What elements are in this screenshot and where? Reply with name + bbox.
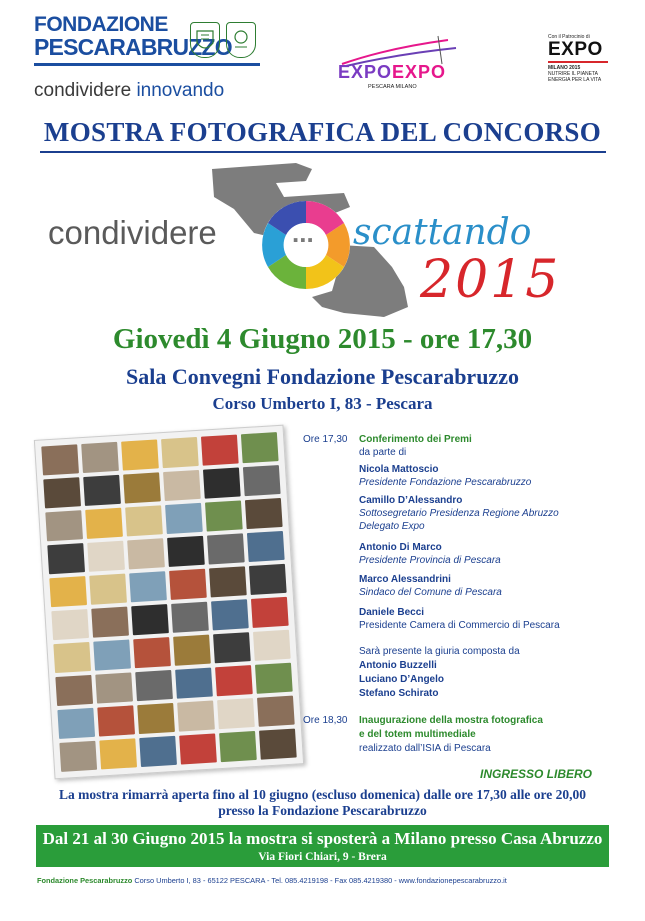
speaker-role: Presidente Provincia di Pescara xyxy=(359,555,501,566)
photo-thumbnail xyxy=(179,733,217,764)
photo-thumbnail xyxy=(213,632,251,663)
expo-b-sub1: MILANO 2015 xyxy=(548,65,581,71)
photo-thumbnail xyxy=(49,576,87,607)
photo-thumbnail xyxy=(201,435,239,466)
photo-thumbnail xyxy=(247,531,285,562)
expo-a-subtitle: PESCARA MILANO xyxy=(368,84,417,90)
photo-thumbnail xyxy=(53,642,91,673)
contest-year: 2015 xyxy=(420,250,561,310)
photo-thumbnail xyxy=(241,432,279,463)
photo-thumbnail xyxy=(167,536,205,567)
expo-a-word-repeat: EXPO xyxy=(392,62,447,82)
jury-member: Antonio Buzzelli xyxy=(359,660,437,671)
speaker-name: Camillo D’Alessandro xyxy=(359,495,463,506)
photo-thumbnail xyxy=(217,698,255,729)
photo-thumbnail xyxy=(81,442,119,473)
photo-thumbnail xyxy=(205,500,243,531)
opening-info xyxy=(0,787,645,819)
photo-thumbnail xyxy=(207,533,245,564)
opening-info-line1: La mostra rimarrà aperta fino al 10 giugno (escluso domenica) dalle ore 17,30 alle ore 20,00 xyxy=(58,787,587,802)
banner-line1: Dal 21 al 30 Giugno 2015 la mostra si sposterà a Milano presso Casa Abruzzo xyxy=(42,829,603,848)
photo-thumbnail xyxy=(257,696,295,727)
speaker-name: Nicola Mattoscio xyxy=(359,464,439,475)
org-name-line2: PESCARABRUZZO xyxy=(34,34,232,60)
speaker-role-2: Delegato Expo xyxy=(359,521,425,532)
photo-collage xyxy=(34,425,304,780)
photo-thumbnail xyxy=(203,467,241,498)
event-date: Giovedì 4 Giugno 2015 - ore 17,30 xyxy=(112,323,533,355)
photo-thumbnail xyxy=(171,602,209,633)
photo-thumbnail xyxy=(137,703,175,734)
photo-thumbnail xyxy=(165,503,203,534)
speaker-role: Sottosegretario Presidenza Regione Abruzzo xyxy=(359,508,559,519)
speaker-name: Daniele Becci xyxy=(359,607,425,618)
program xyxy=(303,433,623,763)
speaker-name: Antonio Di Marco xyxy=(359,542,442,553)
jury-member: Stefano Schirato xyxy=(359,688,439,699)
photo-thumbnail xyxy=(85,508,123,539)
org-tagline xyxy=(34,80,224,102)
photo-thumbnail xyxy=(45,510,83,541)
photo-thumbnail xyxy=(245,498,283,529)
speaker-role: Sindaco del Comune di Pescara xyxy=(359,587,502,598)
contest-word-condividere: condividere xyxy=(48,214,217,251)
photo-thumbnail xyxy=(121,439,159,470)
photo-thumbnail xyxy=(139,736,177,767)
photo-thumbnail xyxy=(131,604,169,635)
photo-thumbnail xyxy=(89,574,127,605)
program-item-2-line2: e del totem multimediale xyxy=(359,729,476,740)
photo-thumbnail xyxy=(43,477,81,508)
program-item-1: Conferimento dei Premi xyxy=(359,434,472,445)
org-name-line1: FONDAZIONE xyxy=(34,13,168,36)
banner-line2: Via Fiori Chiari, 9 - Brera xyxy=(258,851,387,863)
photo-thumbnail xyxy=(59,741,97,772)
photo-thumbnail xyxy=(95,672,133,703)
title-underline xyxy=(40,151,606,153)
photo-thumbnail xyxy=(51,609,89,640)
page-title: MOSTRA FOTOGRAFICA DEL CONCORSO xyxy=(43,117,602,147)
photo-thumbnail xyxy=(163,470,201,501)
photo-thumbnail xyxy=(93,639,131,670)
photo-thumbnail xyxy=(243,465,281,496)
photo-thumbnail xyxy=(211,599,249,630)
photo-thumbnail xyxy=(259,729,297,760)
photo-thumbnail xyxy=(219,731,257,762)
footer-org: Fondazione Pescarabruzzo xyxy=(37,876,133,885)
photo-thumbnail xyxy=(161,437,199,468)
opening-info-line2: presso la Fondazione Pescarabruzzo xyxy=(218,803,427,818)
photo-thumbnail xyxy=(177,700,215,731)
program-time-2: Ore 18,30 xyxy=(303,715,348,726)
photo-thumbnail xyxy=(129,571,167,602)
footer-details: Corso Umberto I, 83 - 65122 PESCARA - Tel. 085.4219198 - Fax 085.4219380 - www.fondazionepescarabruzzo.it xyxy=(134,876,507,885)
program-time-1: Ore 17,30 xyxy=(303,434,348,445)
photo-thumbnail xyxy=(175,668,213,699)
program-item-1-sub: da parte di xyxy=(359,447,407,458)
free-entry-label: INGRESSO LIBERO xyxy=(480,767,593,781)
expo-b-rule xyxy=(548,61,608,63)
expo-b-logo: EXPO xyxy=(548,39,603,60)
milano-banner xyxy=(36,825,609,867)
expo-pescara-milano-logo xyxy=(338,34,464,94)
expo-b-sub3: ENERGIA PER LA VITA xyxy=(548,77,602,83)
photo-thumbnail xyxy=(209,566,247,597)
crest-icon xyxy=(226,22,256,58)
photo-thumbnail xyxy=(133,637,171,668)
photo-thumbnail xyxy=(99,738,137,769)
expo-b-sub2: NUTRIRE IL PIANETA xyxy=(548,71,599,77)
photo-thumbnail xyxy=(47,543,85,574)
tagline-part-b: innovando xyxy=(136,80,225,101)
logo-divider xyxy=(34,63,260,66)
footer xyxy=(37,876,637,885)
photo-thumbnail xyxy=(125,505,163,536)
photo-thumbnail xyxy=(97,705,135,736)
photo-thumbnail xyxy=(83,475,121,506)
patronage-label: Con il Patrocinio di xyxy=(548,34,590,40)
speaker-role: Presidente Camera di Commercio di Pescara xyxy=(359,620,560,631)
photo-thumbnail xyxy=(255,663,293,694)
speaker-role: Presidente Fondazione Pescarabruzzo xyxy=(359,477,532,488)
program-item-2-line3: realizzato dall’ISIA di Pescara xyxy=(359,743,491,754)
contest-word-scattando: scattando xyxy=(353,212,532,253)
jury-member: Luciano D’Angelo xyxy=(359,674,444,685)
photo-thumbnail xyxy=(123,472,161,503)
photo-thumbnail xyxy=(91,607,129,638)
photo-thumbnail xyxy=(135,670,173,701)
photo-thumbnail xyxy=(57,708,95,739)
tagline-part-a: condividere xyxy=(34,80,132,101)
photo-thumbnail xyxy=(55,675,93,706)
photo-thumbnail xyxy=(253,630,291,661)
event-venue: Sala Convegni Fondazione Pescarabruzzo xyxy=(126,364,519,389)
event-address: Corso Umberto I, 83 - Pescara xyxy=(212,394,433,413)
photo-thumbnail xyxy=(41,444,79,475)
crest-icon xyxy=(190,22,220,58)
photo-thumbnail xyxy=(173,635,211,666)
photo-thumbnail xyxy=(87,541,125,572)
contest-dots: ... xyxy=(292,218,314,248)
speaker-name: Marco Alessandrini xyxy=(359,574,451,585)
expo-milano-patronage-logo xyxy=(548,34,614,94)
jury-intro: Sarà presente la giuria composta da xyxy=(359,646,520,657)
photo-thumbnail xyxy=(215,665,253,696)
photo-thumbnail xyxy=(251,597,289,628)
photo-thumbnail xyxy=(249,564,287,595)
program-item-2: Inaugurazione della mostra fotografica xyxy=(359,715,543,726)
expo-a-word: EXPO xyxy=(338,62,393,82)
photo-thumbnail xyxy=(169,569,207,600)
photo-thumbnail xyxy=(127,538,165,569)
